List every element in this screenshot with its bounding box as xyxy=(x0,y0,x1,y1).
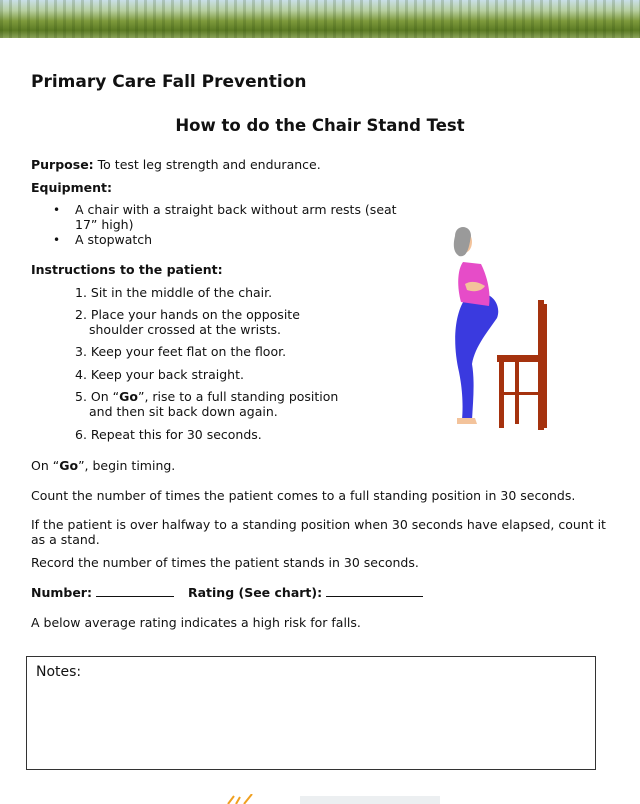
number-blank[interactable] xyxy=(96,595,174,597)
document-title: Primary Care Fall Prevention xyxy=(31,72,307,92)
instructions-label: Instructions to the patient: xyxy=(31,262,223,277)
instruction-step-1: 1. Sit in the middle of the chair. xyxy=(75,285,273,300)
go-timing-line: On “Go”, begin timing. xyxy=(31,458,176,473)
footer-logo-icon xyxy=(222,794,262,804)
purpose-label: Purpose: xyxy=(31,157,94,172)
instruction-step-4: 4. Keep your back straight. xyxy=(75,367,244,382)
chair-icon xyxy=(497,300,547,430)
purpose-text: To test leg strength and endurance. xyxy=(97,157,321,172)
instruction-step-3: 3. Keep your feet flat on the floor. xyxy=(75,344,287,359)
count-instruction: Count the number of times the patient comes to a full standing position in 30 seconds. xyxy=(31,488,576,503)
notes-label: Notes: xyxy=(36,664,82,680)
rating-label: Rating (See chart): xyxy=(187,585,323,600)
person-icon xyxy=(454,227,498,424)
test-title: How to do the Chair Stand Test xyxy=(175,116,465,135)
record-instruction: Record the number of times the patient stands in 30 seconds. xyxy=(31,555,419,570)
equipment-label: Equipment: xyxy=(31,180,112,195)
equipment-item-stopwatch: • A stopwatch xyxy=(75,233,415,248)
instruction-step-2: 2. Place your hands on the opposite shoulder crossed at the wrists. xyxy=(75,307,300,337)
chair-stand-illustration xyxy=(445,222,555,432)
header-banner xyxy=(0,0,640,38)
equipment-item-chair: • A chair with a straight back without arm rests (seat 17” high) xyxy=(75,203,415,232)
instruction-step-6: 6. Repeat this for 30 seconds. xyxy=(75,427,262,442)
risk-note: A below average rating indicates a high risk for falls. xyxy=(31,615,361,630)
purpose-line xyxy=(31,157,321,172)
notes-box[interactable] xyxy=(26,656,596,770)
score-line xyxy=(31,585,423,600)
instruction-step-5: 5. On “Go”, rise to a full standing position and then sit back down again. xyxy=(75,389,339,419)
rating-blank[interactable] xyxy=(326,595,423,597)
halfway-instruction: If the patient is over halfway to a standing position when 30 seconds have elapsed, count it as a stand. xyxy=(31,517,606,547)
number-label: Number: xyxy=(31,585,92,600)
footer-bar xyxy=(300,796,440,804)
